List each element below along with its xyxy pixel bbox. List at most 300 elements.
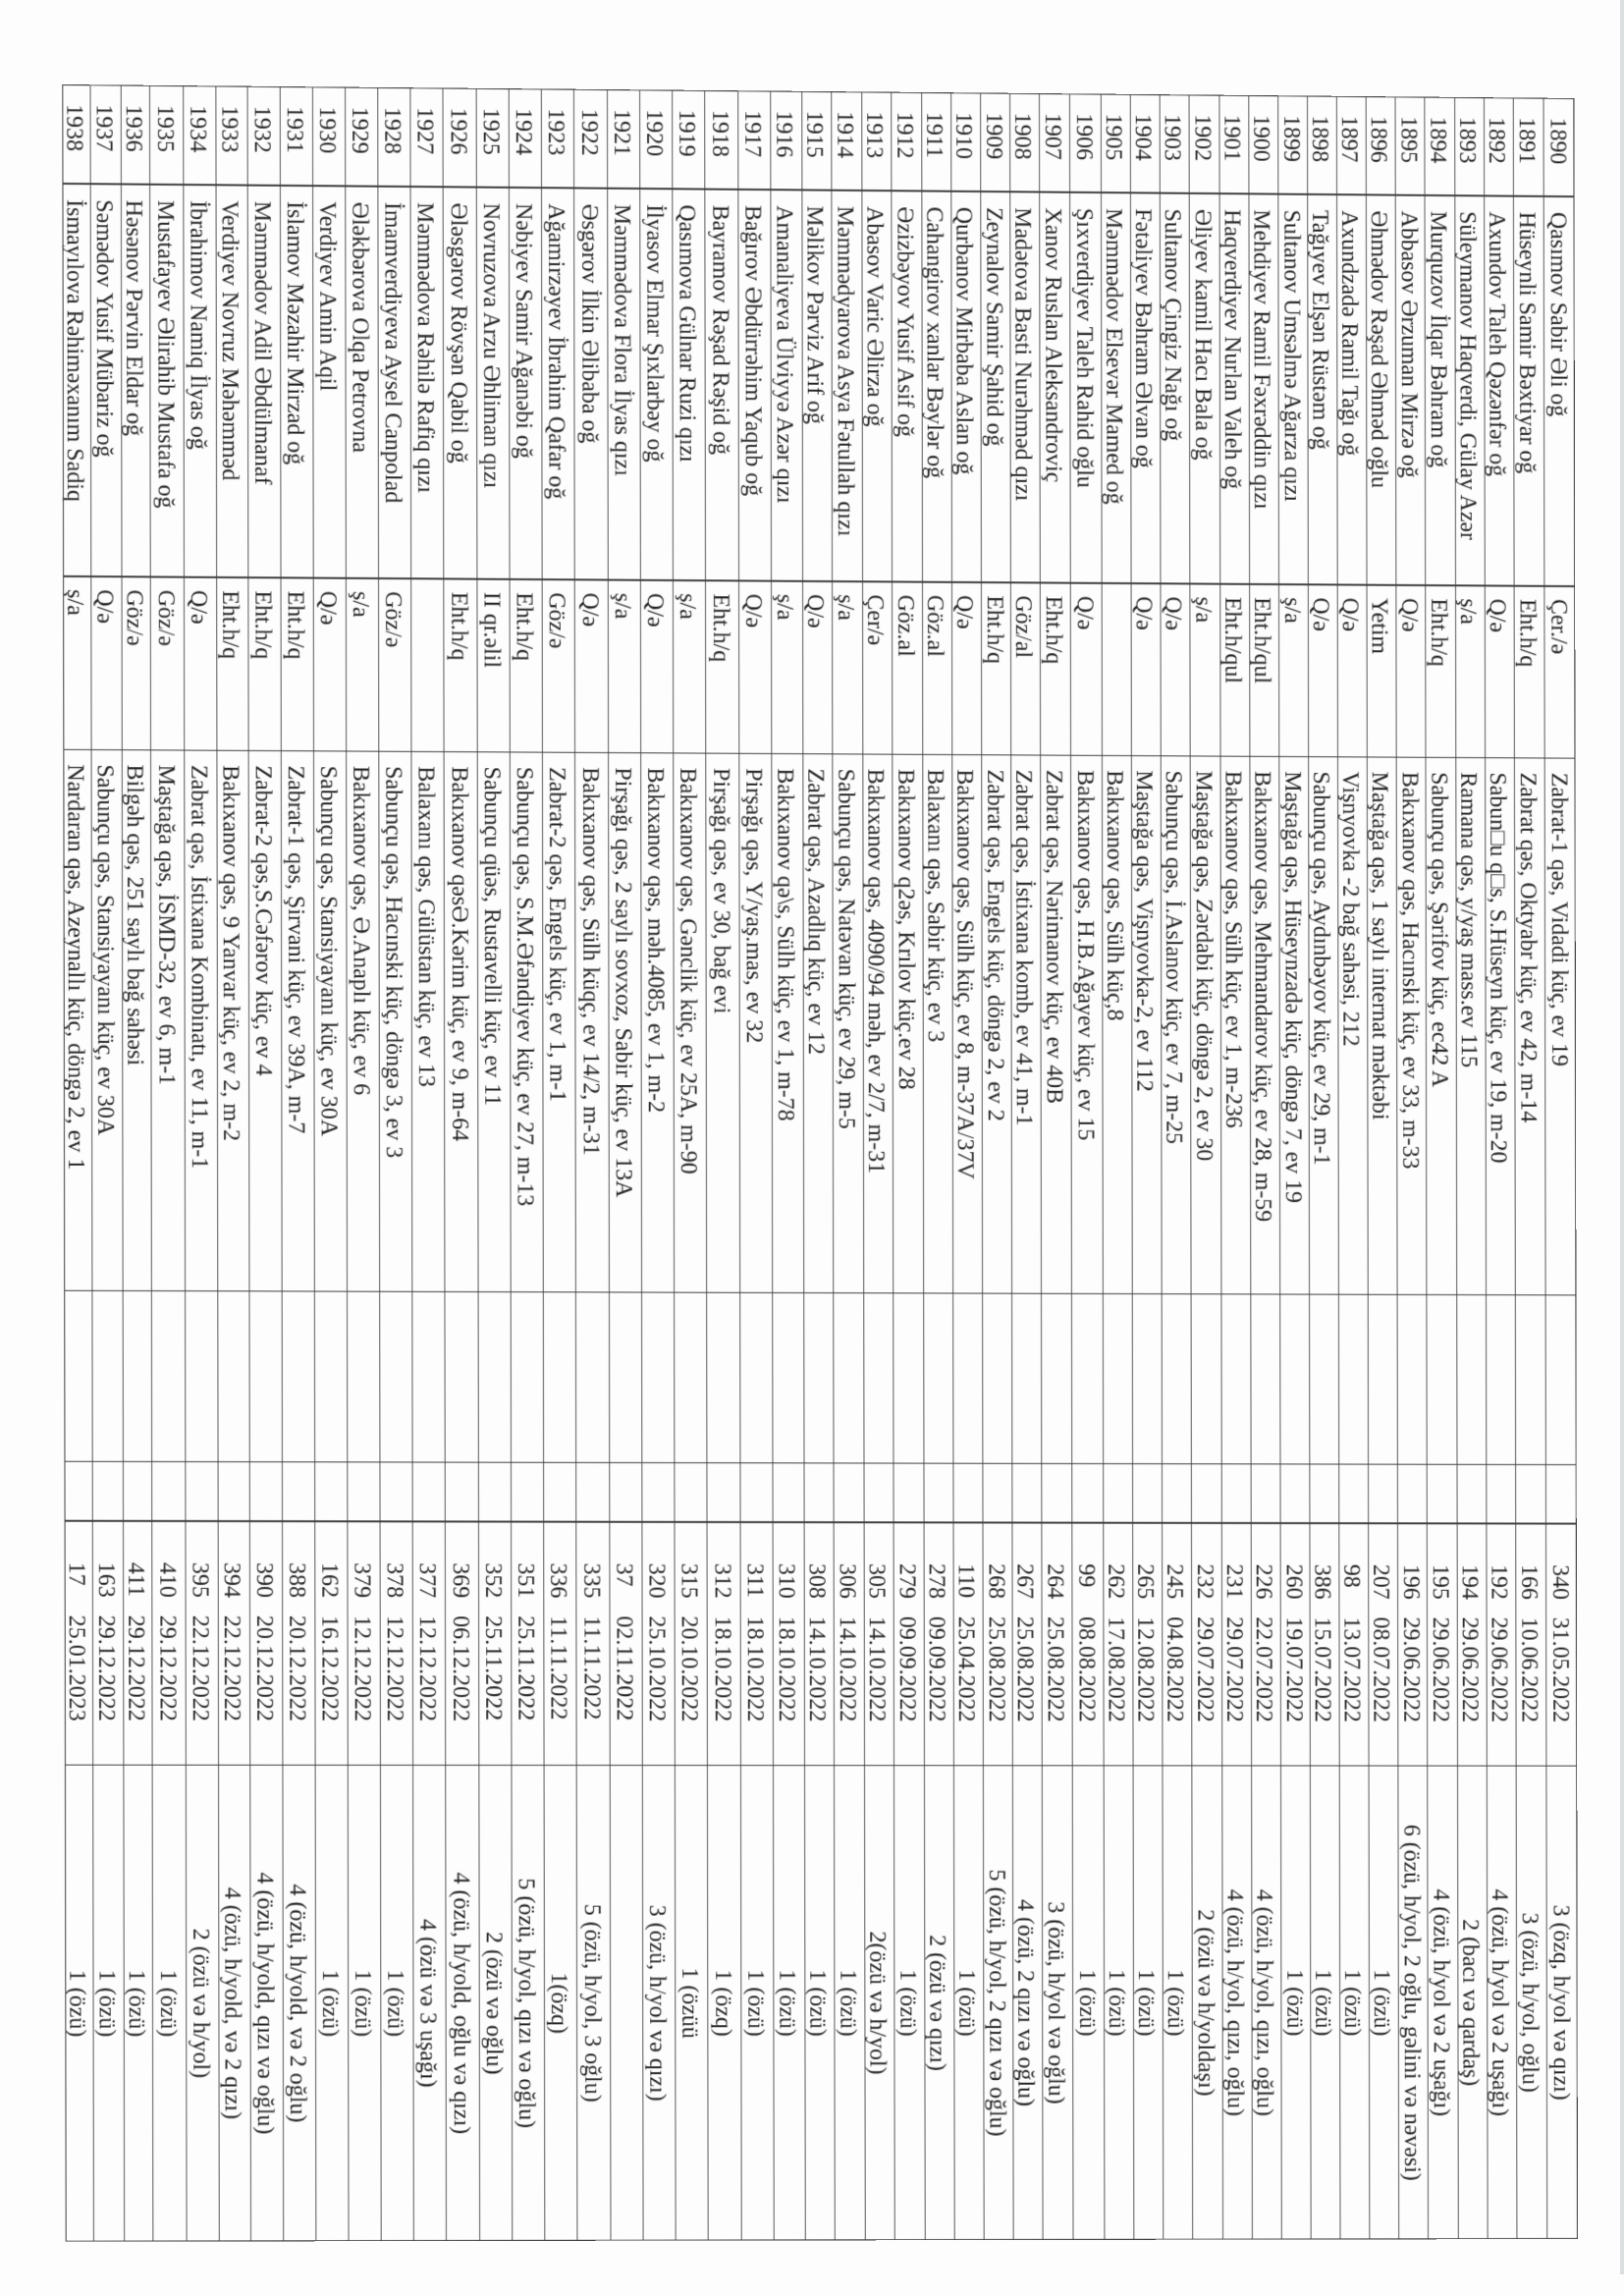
family-composition: 1 (özü) [1339,1969,1366,2037]
full-name: Haqverdiyev Nurlan Valeh oğ [1218,208,1245,490]
family-composition: 3 (özq, h/yol və qızı) [1547,1904,1574,2101]
row-number: 1907 [1040,112,1066,160]
category: Eht.h/q [708,593,734,663]
family-composition-cell [577,1766,610,2241]
row-number-cell [1040,93,1069,192]
empty-cell [64,1461,91,1520]
address-cell [347,751,379,1291]
address-cell [864,754,893,1293]
row-number: 1909 [980,112,1006,160]
row-number: 1925 [477,107,504,155]
decision-number: 110 [952,1563,979,1599]
row-number: 1937 [90,104,117,152]
decision-cell [577,1522,610,1766]
full-name-cell [1396,195,1425,586]
category: Q/ə [1396,597,1423,632]
category-cell [641,580,674,753]
family-composition: 1 (özü) [953,1969,980,2037]
decision-cell [1012,1523,1042,1767]
full-name-cell [62,184,90,576]
decision-cell [65,1521,93,1766]
category-cell [923,582,951,755]
family-composition-cell [381,1766,413,2242]
full-name: Madətova Basti Nurəhməd qızı [1009,207,1036,502]
row-number: 1923 [543,108,569,156]
empty-cell [64,1290,92,1461]
empty-cell [316,1462,348,1521]
address: Bakıxanov qəs, məh.4085, ev 1, m-2 [642,767,669,1114]
row-number-cell [411,87,443,187]
category: ş/a [1189,596,1216,624]
full-name-cell [216,185,247,577]
address-cell [1397,757,1427,1294]
category-cell [543,579,575,752]
address-cell [707,753,740,1292]
decision-number: 377 [414,1562,441,1599]
empty-cell [380,1291,412,1462]
address-cell [1220,756,1250,1294]
address-cell [1071,755,1102,1293]
empty-cell [983,1293,1011,1463]
full-name-cell [863,191,893,582]
empty-cell [381,1462,412,1521]
full-name: Amanaliyeva Ülviyyə Azər qızı [771,205,798,504]
category-cell [1250,584,1278,756]
address-cell [1456,757,1486,1294]
family-composition-cell [413,1766,446,2241]
full-name-cell [542,188,574,579]
row-number: 1890 [1544,117,1571,165]
decision-number: 388 [284,1562,310,1599]
row-number: 1917 [739,110,766,158]
decision-date: 29.07.2022 [1220,1616,1247,1722]
row-number-cell [706,90,738,190]
row-number: 1926 [445,107,471,155]
decision-cell [446,1521,478,1765]
family-composition-cell [894,1766,924,2240]
category: ş/a [62,589,88,616]
address: Bakıxanov qəs, Gənclik küç, ev 25A, m-90 [675,767,702,1175]
row-number: 1893 [1454,116,1481,164]
decision-number: 162 [316,1562,343,1599]
full-name-cell [952,191,982,582]
row-number: 1911 [921,111,947,158]
full-name-cell [1190,193,1219,584]
row-number-cell [1544,98,1575,196]
category-cell [63,576,91,749]
category-cell [1071,583,1102,755]
table-row [922,92,955,2240]
full-name: Cahangirov xanlar Bəylər oğ [921,206,948,479]
full-name: Səmədov Yusif Mübariz oğ [90,199,117,458]
full-name-cell [1102,192,1131,583]
address: Sabunçu qüəs, Rustavelli küç, ev 11 [478,766,506,1107]
family-composition: 2 (özü və h/yoldaşı) [1192,1909,1218,2097]
address: Zabrat-2 qəs, Engels küç, ev 1, m-1 [544,766,570,1103]
row-number: 1914 [832,111,858,159]
empty-cell [1398,1294,1427,1464]
family-composition-cell [676,1766,708,2241]
category: Q/ə [1485,598,1511,633]
row-number-cell [378,87,409,187]
decision-number: 195 [1427,1564,1453,1600]
empty-cell [1133,1464,1162,1523]
family-composition-cell [1012,1766,1042,2240]
address-cell [1515,758,1544,1295]
address: Nardaran qəs, Azeynallı küç, döngə 2, ev 1 [62,764,89,1171]
address: Bakıxanov qəs, 9 Yanvar küç, ev 2, m-2 [217,765,244,1142]
table-row [1367,96,1400,2239]
empty-cell [576,1292,609,1463]
row-number: 1906 [1070,113,1097,161]
category: Göz/ə [152,589,179,647]
address-cell [1368,757,1397,1294]
decision-cell [1310,1523,1338,1766]
full-name: Məmmədova Flora İlyas qızı [609,203,635,476]
row-number-cell [1278,95,1307,194]
row-number-cell [1396,96,1425,195]
decision-number: 264 [1042,1563,1068,1600]
empty-cell [512,1462,543,1521]
full-name-cell [151,185,184,577]
full-name: Qasımova Gülnar Ruzi qızı [674,204,701,463]
full-name: İbrahimov Namiq İlyas oğ [185,200,211,450]
decision-cell [283,1521,315,1765]
category-cell [151,577,184,750]
decision-date: 22.12.2022 [218,1614,245,1722]
category: Q/ə [1307,597,1333,631]
family-composition: 1 (özü) [382,1969,408,2038]
decision-date: 11.11.2022 [578,1615,605,1721]
scanned-page [62,84,1578,2242]
table-row [739,90,775,2240]
empty-cell [610,1462,642,1521]
category: Eht.h/qul [1218,596,1246,684]
category: Göz/ə [544,592,570,649]
row-number-cell [922,92,950,191]
category-cell [1131,583,1160,755]
address-cell [445,751,477,1291]
address: Sabunçu qəs, Aydınbəyov küç, ev 29, m-1 [1307,771,1334,1166]
decision-cell [1221,1523,1250,1766]
full-name: Nəbiyev Samir Ağanəbi oğ [511,202,537,459]
decision-number: 351 [513,1562,539,1599]
category-cell [282,578,314,751]
empty-cell [1339,1464,1368,1523]
family-composition: 1 (özü) [742,1969,769,2037]
full-name: Abasov Varic Əlirza oğ [861,205,889,427]
address: Maştağa qəs, Zərdabi küç, döngə 2, ev 30 [1190,770,1217,1162]
row-number: 1899 [1277,115,1304,163]
empty-cell [1487,1294,1515,1464]
family-composition-cell [1429,1766,1458,2239]
full-name-cell [706,190,739,581]
address-cell [379,751,411,1291]
decision-number: 99 [1073,1563,1100,1588]
table-row [542,88,578,2240]
empty-cell [1192,1294,1220,1464]
full-name-cell [477,188,510,579]
empty-cell [1163,1293,1192,1463]
decision-number: 163 [92,1561,119,1598]
family-composition-cell [447,1766,479,2241]
table-row [150,85,187,2242]
row-number: 1912 [892,111,918,159]
row-number: 1921 [609,108,635,157]
family-composition-cell [349,1766,381,2242]
family-composition-cell [1546,1766,1578,2239]
decision-date: 11.11.2022 [545,1615,571,1721]
family-composition: 1 (özü) [154,1969,182,2038]
family-composition: 1 (özü) [93,1969,120,2038]
decision-number: 306 [835,1562,861,1599]
address: Bakıxanov qəs, Sülh küç,8 [1101,770,1128,1021]
empty-cell [152,1290,185,1461]
decision-cell [984,1522,1012,1766]
family-composition: 4 (özü, h/yold, qızı və oğlu) [251,1872,279,2135]
decision-cell [805,1522,834,1766]
row-number: 1931 [282,106,308,154]
full-name: Qurbanov Mirbaba Aslan oğ [950,206,977,475]
family-composition: 1 (özü) [316,1969,344,2038]
empty-cell [708,1463,740,1522]
family-composition: 2(özü və h/yol) [864,1931,891,2075]
row-number: 1903 [1160,114,1186,161]
empty-cell [93,1290,123,1461]
category-cell [314,578,346,751]
decision-cell [1043,1523,1072,1766]
row-number-cell [1426,97,1454,196]
full-name-cell [1514,196,1543,586]
full-name-cell [1249,193,1278,584]
category: Göz/ə [121,589,148,646]
empty-cell [925,1463,953,1522]
decision-date: 14.10.2022 [835,1615,861,1722]
empty-cell [1221,1464,1250,1523]
empty-cell [805,1292,834,1463]
row-number: 1928 [379,106,406,155]
decision-date: 25.04.2022 [952,1615,980,1722]
table-row [863,91,896,2240]
family-composition-cell [284,1766,316,2242]
address-cell [1545,758,1577,1295]
decision-number: 394 [218,1561,245,1598]
empty-cell [984,1463,1011,1522]
decision-cell [250,1521,283,1765]
category-cell [1279,584,1308,756]
empty-cell [708,1292,740,1463]
family-composition: 2 (özü və h/yol) [187,1928,214,2079]
family-composition: 1 (özü) [1103,1969,1129,2037]
address: Bakıxanov qəs, Ə.Anaplı küç, ev 6 [348,765,374,1096]
family-composition-cell [1517,1766,1546,2239]
full-name-cell [346,186,378,578]
decision-number: 17 [63,1561,90,1586]
full-name-cell [771,190,802,581]
empty-cell [1457,1464,1486,1523]
document-table [62,84,1578,2242]
address-cell [511,752,543,1292]
full-name: Axundov Taleh Qəzənfər oğ [1484,211,1510,477]
row-number-cell [1219,95,1248,194]
address-cell [185,750,217,1291]
full-name: Əsgərov İlkin Əlibaba oğ [575,203,603,444]
category: Eht.h/q [1041,595,1067,665]
empty-cell [283,1462,314,1521]
category: Eht.h/q [981,595,1007,664]
row-number-cell [981,93,1009,192]
decision-number: 166 [1516,1564,1543,1600]
row-number: 1924 [510,108,537,156]
decision-cell [1488,1523,1516,1766]
address-cell [1011,755,1042,1293]
address: Bakıxanov qəs, Sülh küç, ev 8, m-37A/37V [951,769,979,1179]
category: Eht.h/q [217,590,244,660]
empty-cell [283,1291,315,1462]
empty-cell [1428,1294,1457,1464]
decision-date: 14.10.2022 [864,1615,891,1722]
empty-cell [186,1290,217,1461]
address: Zabrat qəs, İstixana Kombinatı, ev 11, m-1 [185,764,212,1170]
category: Eht.h/q [282,590,309,660]
table-row [184,85,219,2241]
decision-date: 12.12.2022 [382,1615,408,1722]
full-name: Xanov Ruslan Aleksandroviç [1040,207,1066,483]
address-cell [804,754,834,1293]
full-name: Murquzov İlqar Bəhram oğ [1425,210,1451,468]
category-cell [1397,585,1426,757]
table-row [346,87,382,2242]
family-composition-cell [1370,1766,1399,2239]
empty-cell [1251,1464,1279,1523]
decision-cell [512,1522,544,1766]
full-name-cell [981,191,1009,582]
full-name-cell [248,186,281,578]
decision-date: 29.06.2022 [1427,1616,1453,1722]
decision-cell [676,1522,708,1766]
row-number-cell [640,89,672,189]
row-number-cell [346,87,377,187]
row-number-cell [951,92,980,191]
row-number: 1900 [1248,114,1274,162]
address: Ramana qəs, y/yaş mass.ev 115 [1455,772,1482,1068]
category-cell [477,579,510,752]
table-row [640,89,677,2240]
family-composition-cell [1458,1766,1488,2239]
row-number-cell [216,85,247,185]
empty-cell [676,1463,707,1522]
full-name-cell [1544,196,1575,586]
family-composition: 1 (özü) [1369,1969,1395,2037]
family-composition-cell [1222,1766,1252,2239]
table-row [411,87,448,2241]
category: Q/ə [642,592,669,628]
empty-cell [865,1463,893,1522]
address: Sabunçu qəs, Şərifov küç, ec42 A [1426,772,1452,1088]
address-cell [217,750,248,1291]
full-name-cell [1308,194,1337,585]
empty-cell [413,1462,445,1521]
full-name: Qasımov Sabir Əli oğ [1544,211,1571,417]
decision-number: 312 [709,1562,736,1599]
category: Q/ə [1071,595,1098,630]
row-number-cell [1070,93,1100,192]
decision-number: 231 [1220,1563,1247,1600]
decision-cell [1133,1523,1162,1766]
row-number-cell [476,88,508,188]
empty-cell [348,1462,379,1521]
table-row [574,89,611,2241]
full-name-cell [184,185,216,577]
address: Bakıxanov qəs, Sülh küç, ev 1, m-236 [1219,770,1246,1128]
full-name: Abbasov Ərzuman Mirzə oğ [1396,210,1423,478]
family-composition: 4 (özü, h/yol və 2 uşağı) [1428,1888,1454,2117]
family-composition: 1 (özü) [1280,1969,1307,2037]
empty-cell [479,1462,511,1521]
family-composition-cell [741,1766,773,2241]
decision-date: 29.12.2022 [123,1614,149,1722]
row-number-cell [574,89,606,189]
decision-cell [1251,1523,1279,1766]
empty-cell [865,1293,893,1464]
row-number-cell [91,84,121,184]
category-cell [1544,586,1575,758]
empty-cell [1339,1294,1369,1464]
empty-cell [642,1292,675,1463]
full-name: Novruzova Arzu Əhliman qızı [477,202,505,489]
category-cell [772,581,803,754]
address-cell [1427,757,1456,1294]
decision-cell [835,1522,864,1766]
table-row [893,92,926,2241]
decision-number: 369 [447,1562,473,1599]
address: Sabun□u q□s, S.Hüseyn küç, ev 19, m-20 [1485,772,1511,1164]
category-cell [863,581,892,754]
empty-cell [1104,1293,1132,1463]
decision-number: 245 [1162,1563,1188,1600]
full-name-cell [444,187,476,579]
category: Q/ə [802,593,829,629]
decision-cell [894,1522,924,1766]
row-number: 1897 [1336,115,1363,163]
family-composition-cell [1133,1766,1163,2240]
family-composition: 1 (özü) [1132,1969,1159,2037]
decision-number: 315 [677,1562,703,1599]
family-composition: 1 (özü) [64,1969,90,2038]
empty-cell [1072,1293,1103,1463]
decision-number: 308 [804,1562,831,1599]
full-name: Verdiyev Novruz Məhəmməd [216,200,244,481]
decision-cell [865,1522,893,1766]
full-name: Hüseynli Samir Bəxtiyar oğ [1513,211,1541,474]
full-name-cell [281,186,313,578]
full-name-cell [608,189,640,580]
category: Q/ə [314,590,341,626]
row-number-cell [1514,97,1543,195]
empty-cell [953,1293,982,1463]
full-name: Mustafayev Əlirahib Mustafa oğ [152,199,179,509]
address: Sabunçu qəs, Stansiyayanı küç, ev 30A [91,764,118,1136]
decision-cell [479,1521,512,1765]
row-number: 1905 [1100,113,1126,161]
empty-cell [773,1463,804,1522]
decision-date: 20.12.2022 [251,1614,278,1722]
table-row [1337,96,1371,2240]
full-name: Ələkbərova Olqa Petrovna [347,201,373,454]
address-cell [575,752,608,1292]
table-row [444,88,480,2241]
family-composition: 1 (özü) [124,1969,150,2038]
